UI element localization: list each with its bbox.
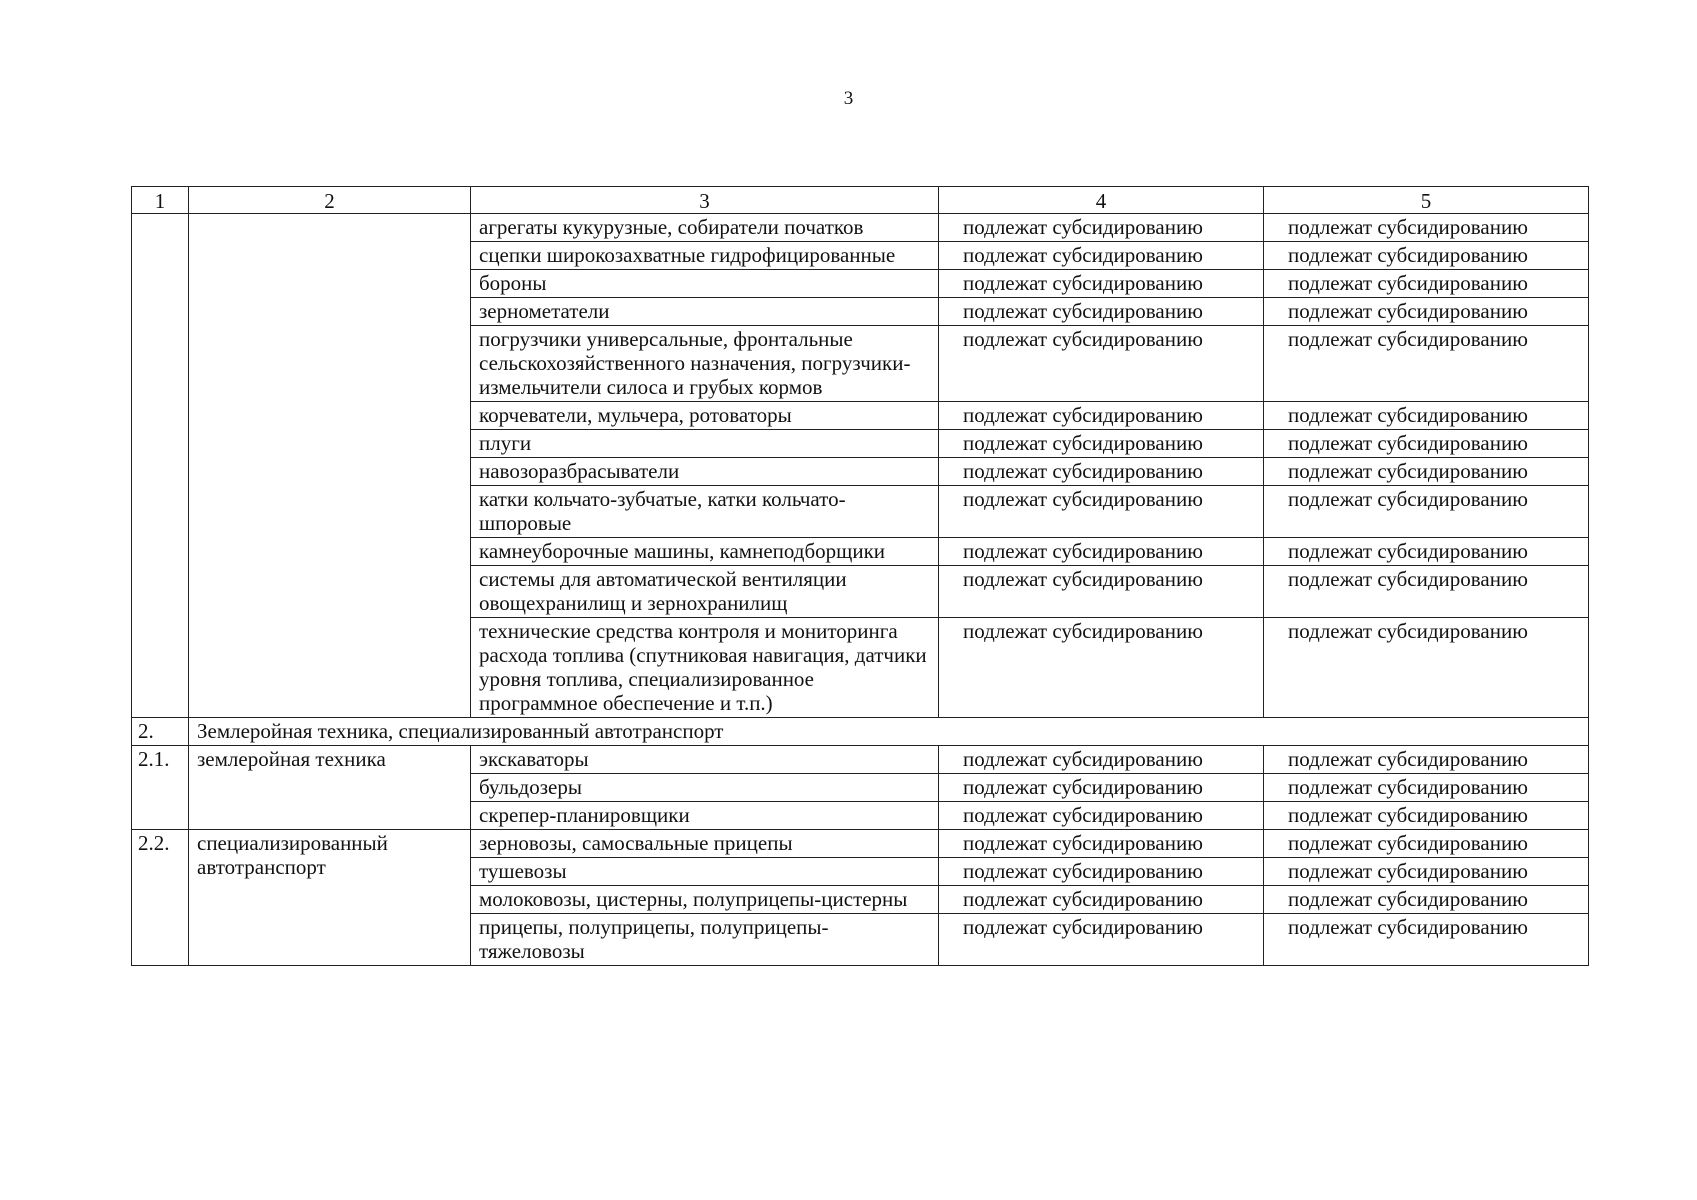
item-cell: бульдозеры (471, 774, 939, 802)
item-cell: зерновозы, самосвальные прицепы (471, 830, 939, 858)
table-row (132, 214, 1589, 242)
status-cell: подлежат субсидированию (1264, 214, 1589, 242)
item-cell: зернометатели (471, 298, 939, 326)
header-cell: 2 (189, 187, 471, 214)
status-cell: подлежат субсидированию (939, 298, 1264, 326)
status-cell: подлежат субсидированию (1264, 538, 1589, 566)
status-cell: подлежат субсидированию (1264, 402, 1589, 430)
status-cell: подлежат субсидированию (939, 538, 1264, 566)
status-cell: подлежат субсидированию (1264, 566, 1589, 618)
page-number: 3 (843, 88, 854, 109)
status-cell: подлежат субсидированию (1264, 270, 1589, 298)
status-cell: подлежат субсидированию (939, 914, 1264, 966)
status-cell: подлежат субсидированию (1264, 858, 1589, 886)
status-cell: подлежат субсидированию (1264, 886, 1589, 914)
section-title: Землеройная техника, специализированный автотранспорт (189, 718, 1589, 746)
item-cell: экскаваторы (471, 746, 939, 774)
item-cell: технические средства контроля и мониторинга расхода топлива (спутниковая навигация, датчики уровня топлива, специализированное программное обеспечение и т.п.) (471, 618, 939, 718)
status-cell: подлежат субсидированию (1264, 914, 1589, 966)
status-cell: подлежат субсидированию (939, 270, 1264, 298)
header-cell: 3 (471, 187, 939, 214)
subsection-number: 2.2. (132, 830, 189, 966)
status-cell: подлежат субсидированию (1264, 486, 1589, 538)
table-header-row (132, 187, 1589, 214)
item-cell: плуги (471, 430, 939, 458)
status-cell: подлежат субсидированию (939, 486, 1264, 538)
item-cell: сцепки широкозахватные гидрофицированные (471, 242, 939, 270)
status-cell: подлежат субсидированию (939, 566, 1264, 618)
item-cell: молоковозы, цистерны, полуприцепы-цистерны (471, 886, 939, 914)
section-row (132, 718, 1589, 746)
item-cell: бороны (471, 270, 939, 298)
item-cell: катки кольчато-зубчатые, катки кольчато-шпоровые (471, 486, 939, 538)
status-cell: подлежат субсидированию (939, 830, 1264, 858)
status-cell: подлежат субсидированию (1264, 298, 1589, 326)
section-number: 2. (132, 718, 189, 746)
header-cell: 5 (1264, 187, 1589, 214)
status-cell: подлежат субсидированию (1264, 430, 1589, 458)
status-cell: подлежат субсидированию (1264, 242, 1589, 270)
status-cell: подлежат субсидированию (1264, 802, 1589, 830)
status-cell: подлежат субсидированию (939, 858, 1264, 886)
status-cell: подлежат субсидированию (1264, 830, 1589, 858)
item-cell: агрегаты кукурузные, собиратели початков (471, 214, 939, 242)
item-cell: прицепы, полуприцепы, полуприцепы-тяжеловозы (471, 914, 939, 966)
item-cell: корчеватели, мульчера, ротоваторы (471, 402, 939, 430)
status-cell: подлежат субсидированию (1264, 326, 1589, 402)
empty-cell (132, 214, 189, 718)
status-cell: подлежат субсидированию (939, 802, 1264, 830)
item-cell: системы для автоматической вентиляции овощехранилищ и зернохранилищ (471, 566, 939, 618)
empty-cell (189, 214, 471, 718)
status-cell: подлежат субсидированию (939, 242, 1264, 270)
status-cell: подлежат субсидированию (939, 618, 1264, 718)
header-cell: 4 (939, 187, 1264, 214)
status-cell: подлежат субсидированию (939, 458, 1264, 486)
item-cell: погрузчики универсальные, фронтальные сельскохозяйственного назначения, погрузчики-измельчители силоса и грубых кормов (471, 326, 939, 402)
table-row (132, 830, 1589, 858)
table-row (132, 746, 1589, 774)
status-cell: подлежат субсидированию (1264, 774, 1589, 802)
status-cell: подлежат субсидированию (939, 326, 1264, 402)
item-cell: скрепер-планировщики (471, 802, 939, 830)
status-cell: подлежат субсидированию (1264, 618, 1589, 718)
status-cell: подлежат субсидированию (939, 746, 1264, 774)
status-cell: подлежат субсидированию (939, 886, 1264, 914)
item-cell: навозоразбрасыватели (471, 458, 939, 486)
status-cell: подлежат субсидированию (939, 402, 1264, 430)
subsidy-table (131, 186, 1589, 966)
status-cell: подлежат субсидированию (939, 774, 1264, 802)
subsection-name: землеройная техника (189, 746, 471, 830)
status-cell: подлежат субсидированию (1264, 746, 1589, 774)
header-cell: 1 (132, 187, 189, 214)
status-cell: подлежат субсидированию (1264, 458, 1589, 486)
status-cell: подлежат субсидированию (939, 214, 1264, 242)
subsection-name: специализированный автотранспорт (189, 830, 471, 966)
status-cell: подлежат субсидированию (939, 430, 1264, 458)
item-cell: тушевозы (471, 858, 939, 886)
item-cell: камнеуборочные машины, камнеподборщики (471, 538, 939, 566)
subsection-number: 2.1. (132, 746, 189, 830)
